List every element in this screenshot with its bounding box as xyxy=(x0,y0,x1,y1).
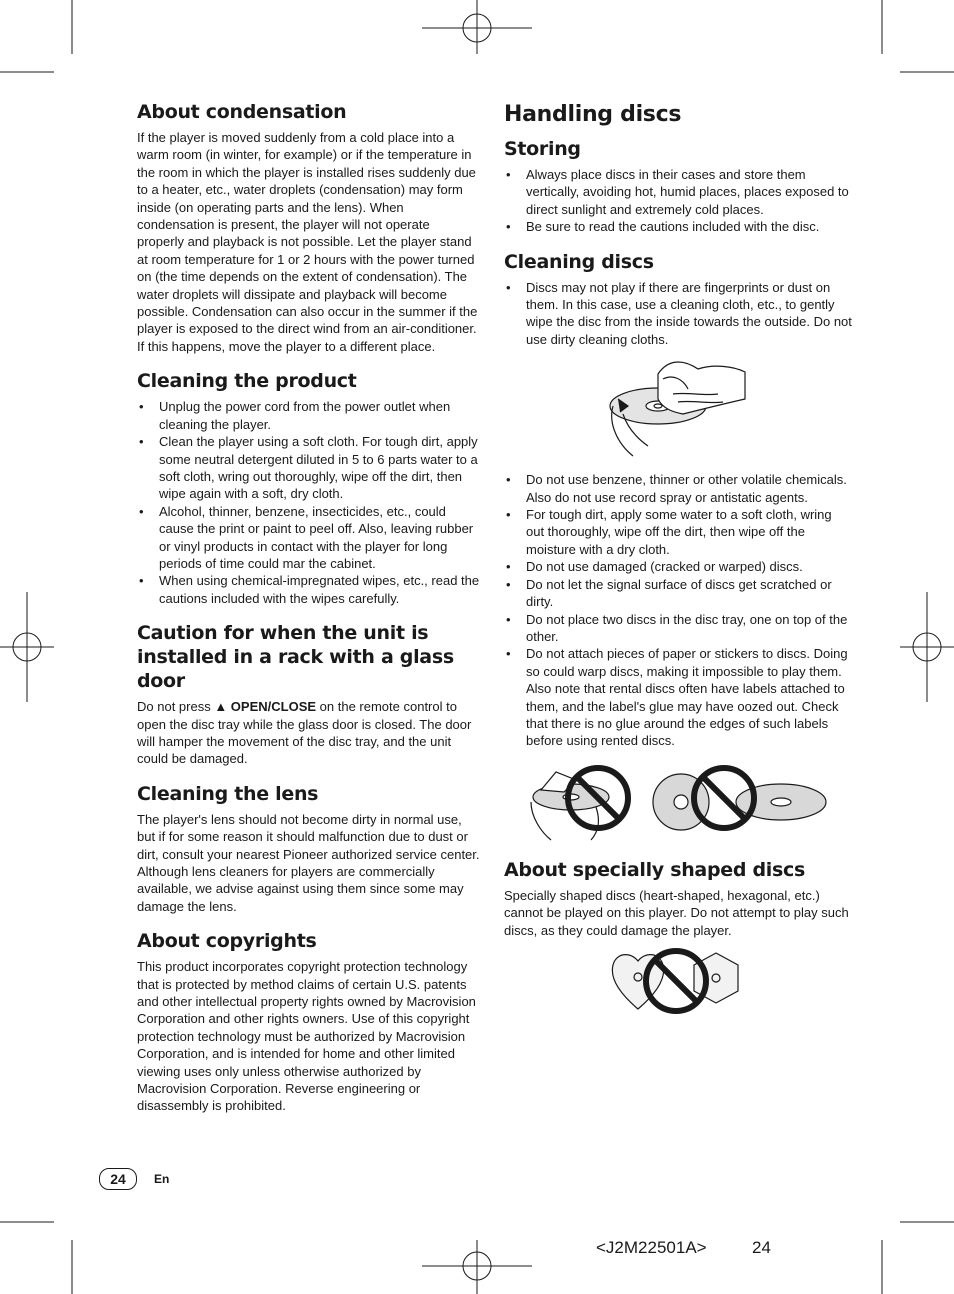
left-column xyxy=(137,100,480,1129)
storing-list xyxy=(504,166,852,236)
heading-storing: Storing xyxy=(504,138,581,160)
section-copyrights xyxy=(137,929,480,1115)
list-item: • For tough dirt, apply some water to a soft cloth, wring out thoroughly, wipe off the dirt, then wipe off the moisture with a dry cloth. xyxy=(504,506,852,558)
section-storing xyxy=(504,137,852,236)
cleaning-lens-body: The player's lens should not become dirty in normal use, but if for some reason it should malfunction due to dust or dirt, consult your nearest Pioneer authorized service center. Although lens cleaners for players are commercially available, we advise against using them since some may damage the lens. xyxy=(137,811,480,914)
list-item: • Do not use benzene, thinner or other volatile chemicals. Also do not use record spray or antistatic agents. xyxy=(504,471,852,506)
heading-cleaning-lens: Cleaning the lens xyxy=(137,782,319,805)
caution-body-post: on the remote control to open the disc tray while the glass door is closed. The door will hamper the movement of the disc tray, and the unit could be damaged. xyxy=(137,699,472,767)
shaped-discs-body: Specially shaped discs (heart-shaped, hexagonal, etc.) cannot be played on this player. Do not attempt to play such discs, as they could damage the player. xyxy=(504,887,849,938)
section-caution-rack xyxy=(137,621,480,768)
cleaning-discs-list-top xyxy=(504,279,852,349)
list-item: • Clean the player using a soft cloth. For tough dirt, apply some neutral detergent diluted in 5 to 6 parts water to a soft cloth, wring out thoroughly, wipe off the dirt, then wipe again with a soft, dry cloth. xyxy=(137,433,480,503)
section-condensation xyxy=(137,100,480,355)
list-item: • Always place discs in their cases and store them vertically, avoiding hot, humid places, places exposed to direct sunlight and extremely cold places. xyxy=(504,166,852,218)
heading-caution-rack: Caution for when the unit is installed in a rack with a glass door xyxy=(137,622,454,693)
heading-cleaning-product: Cleaning the product xyxy=(137,370,357,393)
list-item: • Do not let the signal surface of discs get scratched or dirty. xyxy=(504,576,852,611)
copyrights-body: This product incorporates copyright protection technology that is protected by method claims of certain U.S. patents and other intellectual property rights owned by Macrovision Corporation and other rights owners. Use of this copyright protection technology must be authorized by Macrovision Corporation, and is intended for home and other limited viewing uses only unless otherwise authorized by Macrovision Corporation. Reverse engineering or disassembly is prohibited. xyxy=(137,959,476,1114)
document-code: <J2M22501A> xyxy=(596,1238,707,1257)
list-item: • Unplug the power cord from the power outlet when cleaning the player. xyxy=(137,398,480,433)
page-title: Handling discs xyxy=(504,102,682,127)
section-cleaning-discs xyxy=(504,250,852,842)
list-item: • Be sure to read the cautions included with the disc. xyxy=(504,218,852,235)
cleaning-discs-list-bottom xyxy=(504,471,852,750)
heading-condensation: About condensation xyxy=(137,101,347,123)
disc-wiping-illustration xyxy=(603,354,753,459)
heading-copyrights: About copyrights xyxy=(137,930,317,953)
list-item: • Do not place two discs in the disc tray, one on top of the other. xyxy=(504,611,852,646)
cleaning-product-list xyxy=(137,398,480,607)
list-item: • When using chemical-impregnated wipes, etc., read the cautions included with the wipes carefully. xyxy=(137,572,480,607)
list-item: • Do not attach pieces of paper or stickers to discs. Doing so could warp discs, making it impossible to play them. Also note that rental discs often have labels attached to them, and the label's glue may have oozed out. Check that there is no glue around the edges of such labels before using rented discs. xyxy=(504,645,852,749)
right-column xyxy=(504,100,852,1033)
section-cleaning-lens xyxy=(137,782,480,915)
language-label: En xyxy=(154,1172,170,1186)
list-item: • Discs may not play if there are fingerprints or dust on them. In this case, use a cleaning cloth, etc., to gently wipe the disc from the inside towards the outside. Do not use dirty cleaning cloths. xyxy=(504,279,852,349)
caution-rack-body xyxy=(137,698,480,768)
section-cleaning-product xyxy=(137,369,480,607)
list-item: • Alcohol, thinner, benzene, insecticides, etc., could cause the print or paint to peel off. Also, leaving rubber or vinyl products in contact with the player for long periods of time could mar the cabinet. xyxy=(137,503,480,573)
prohibited-disc-illustrations xyxy=(526,762,846,842)
list-item: • Do not use damaged (cracked or warped) discs. xyxy=(504,558,852,575)
heading-cleaning-discs: Cleaning discs xyxy=(504,250,654,273)
document-page: 24 xyxy=(752,1238,771,1257)
caution-body-pre: Do not press xyxy=(137,699,215,715)
page-number-badge: 24 xyxy=(99,1168,137,1190)
heading-shaped-discs: About specially shaped discs xyxy=(504,858,805,881)
shaped-disc-illustration xyxy=(608,947,748,1019)
section-shaped-discs xyxy=(504,858,852,1019)
open-close-label: ▲ OPEN/CLOSE xyxy=(214,699,317,715)
condensation-body: If the player is moved suddenly from a cold place into a warm room (in winter, for example) or if the temperature in the room in which the player is installed rises suddenly due to a heater, etc., water droplets (condensation) may form inside (on operating parts and the lens). When condensation is present, the player will not operate properly and playback is not possible. Let the player stand at room temperature for 1 or 2 hours with the power turned on (the time depends on the extent of condensation). The water droplets will dissipate and playback will become possible. Condensation can also occur in the summer if the player is exposed to the direct wind from an air-conditioner. If this happens, move the player to a different place. xyxy=(137,130,478,354)
